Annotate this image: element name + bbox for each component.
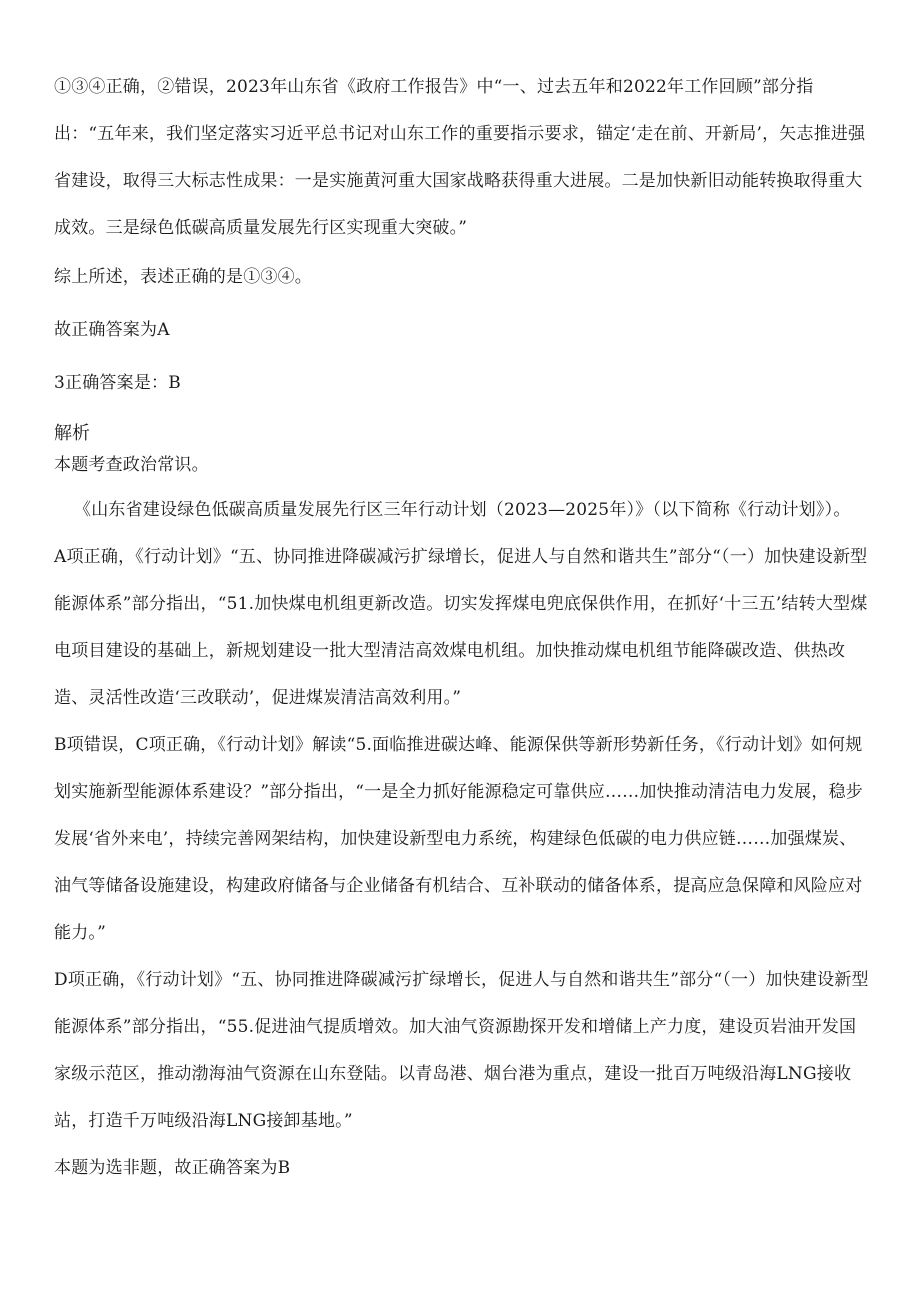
paragraph-topic: 本题考查政治常识。 [54,455,209,475]
paragraph-analysis-2023-report: ①③④正确，②错误，2023年山东省《政府工作报告》中“一、过去五年和2022年工作回顾”部分指出：“五年来，我们坚定落实习近平总书记对山东工作的重要指示要求，锚定‘走在前、开新局’，矢志推进强省建设，取得三大标志性成果：一是实施黄河重大国家战略获得重大进展。二是加快新旧动能转换取得重大成效。三是绿色低碳高质量发展先行区实现重大突破。” [54,77,866,238]
document-body [54,64,870,1192]
paragraph-option-d: D项正确，《行动计划》“五、协同推进降碳减污扩绿增长，促进人与自然和谐共生”部分“（一）加快建设新型能源体系”部分指出，“55.促进油气提质增效。加大油气资源勘探开发和增储上产力度，建设页岩油开发国家级示范区，推动渤海油气资源在山东登陆。以青岛港、烟台港为重点，建设一批百万吨级沿海LNG接收站，打造千万吨级沿海LNG接卸基地。” [54,970,869,1131]
paragraph-answer-a: 故正确答案为A [54,320,170,340]
paragraph-option-b-c: B项错误，C项正确，《行动计划》解读“5.面临推进碳达峰、能源保供等新形势新任务，《行动计划》如何规划实施新型能源体系建设？”部分指出，“一是全力抓好能源稳定可靠供应……加快推动清洁电力发展，稳步发展‘省外来电’，持续完善网架结构，加快建设新型电力系统，构建绿色低碳的电力供应链……加强煤炭、油气等储备设施建设，构建政府储备与企业储备有机结合、互补联动的储备体系，提高应急保障和风险应对能力。” [54,735,863,943]
paragraph-question3-answer: 3正确答案是：B [54,373,181,393]
paragraph-summary: 综上所述，表述正确的是①③④。 [54,267,312,287]
paragraph-action-plan-title: 《山东省建设绿色低碳高质量发展先行区三年行动计划（2023—2025年）》（以下简称《行动计划》）。 [74,500,851,520]
paragraph-option-a: A项正确，《行动计划》“五、协同推进降碳减污扩绿增长，促进人与自然和谐共生”部分“（一）加快建设新型能源体系”部分指出，“51.加快煤电机组更新改造。切实发挥煤电兜底保供作用，在抓好‘十三五’结转大型煤电项目建设的基础上，新规划建设一批大型清洁高效煤电机组。加快推动煤电机组节能降碳改造、供热改造、灵活性改造‘三改联动’，促进煤炭清洁高效利用。” [54,547,868,708]
paragraph-final-answer: 本题为选非题，故正确答案为B [54,1158,291,1178]
analysis-heading: 解析 [54,423,90,444]
